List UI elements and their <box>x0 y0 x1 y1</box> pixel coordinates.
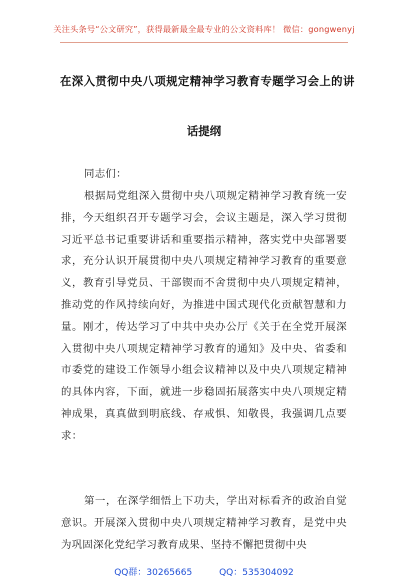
document-title-line-2: 话提纲 <box>186 124 222 138</box>
header-divider <box>60 42 348 43</box>
greeting: 同志们： <box>84 168 127 180</box>
document-title-line-1: 在深入贯彻中央八项规定精神学习教育专题学习会上的讲 <box>60 74 355 88</box>
footer-qq-group: QQ群：30265665 <box>114 568 193 578</box>
footer-contact <box>0 565 408 578</box>
footer-qq: QQ：535304092 <box>219 568 294 578</box>
body-paragraph-1: 根据局党组深入贯彻中央八项规定精神学习教育统一安排，今天组织召开专题学习会，会议主题是，深入学习贯彻习近平总书记重要讲话和重要指示精神，落实党中央部署要求，充分认识开展贯彻中央八项规定精神学习教育的重要意义，教育引导党员、干部锲而不舍贯彻中央八项规定精神，推动党的作风持续向好，为推进中国式现代化贡献智慧和力量。刚才，传达学习了中共中央办公厅《关于在全党开展深入贯彻中央八项规定精神学习教育的通知》及中央、省委和市委党的建设工作领导小组会议精神以及中央八项规定精神的具体内容，下面，就进一步稳固拓展落实中央八项规定精神成果，真真做到明底线、存戒惧、知敬畏，我强调几点要求： <box>61 190 347 442</box>
header-note: 关注头条号“公文研究”，获得最新最全最专业的公文资料库！ 微信：gongwenyj <box>53 24 355 34</box>
body-paragraph-2: 第一，在深学细悟上下功夫，学出对标看齐的政治自觉意识。开展深入贯彻中央八项规定精神学习教育，是党中央为巩固深化党纪学习教育成果、坚持不懈把贯彻中央 <box>61 495 347 551</box>
